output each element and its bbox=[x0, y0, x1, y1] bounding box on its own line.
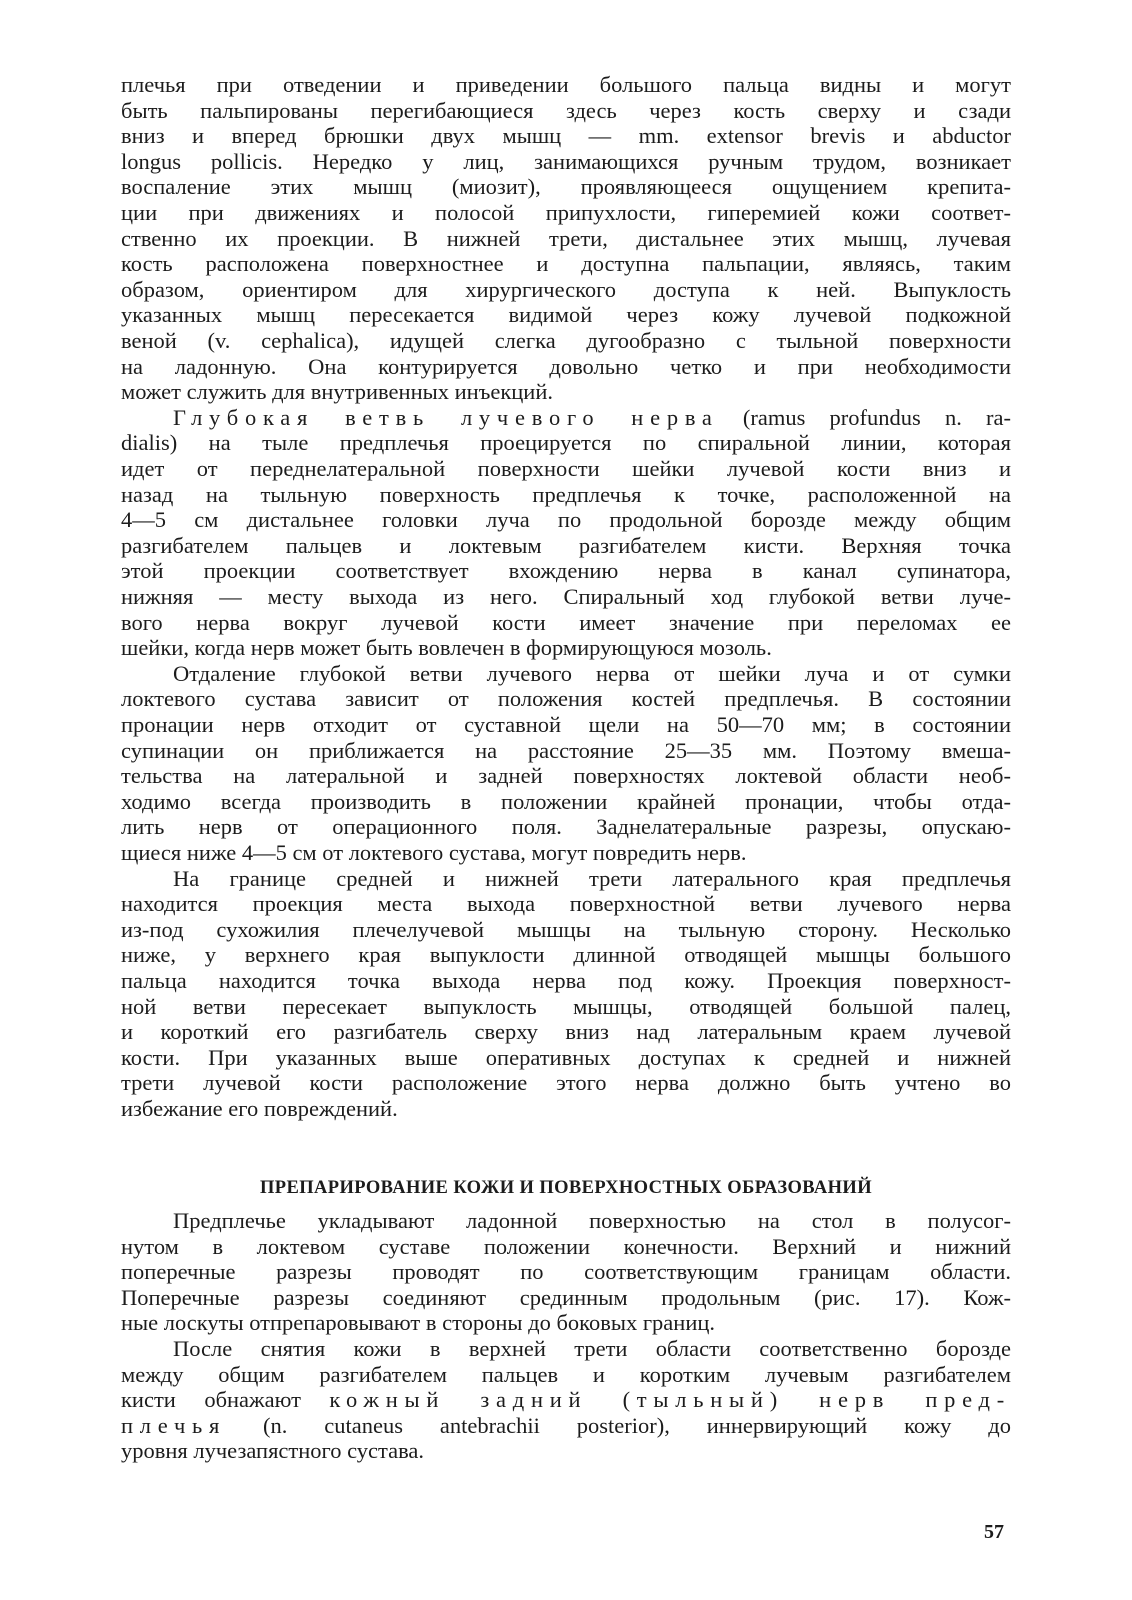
text-line: На границе средней и нижней трети латерального края предплечья bbox=[173, 865, 1011, 891]
text-line: указанных мышц пересекается видимой через кожу лучевой подкожной bbox=[121, 302, 1011, 328]
paragraph-1 bbox=[121, 72, 1011, 405]
text-line: ственно их проекции. В нижней трети, дистальнее этих мышц, лучевая bbox=[121, 225, 1011, 251]
text-line: вниз и вперед брюшки двух мышц — mm. extensor brevis и abductor bbox=[121, 123, 1011, 149]
text-line: локтевого сустава зависит от положения костей предплечья. В состоянии bbox=[121, 686, 1011, 712]
text-line: Отдаление глубокой ветви лучевого нерва от шейки луча и от сумки bbox=[173, 660, 1011, 686]
text-line: ходимо всегда производить в положении крайней пронации, чтобы отда- bbox=[121, 788, 1011, 814]
text-line: веной (v. cephalica), идущей слегка дугообразно с тыльной поверхности bbox=[121, 327, 1011, 353]
text-line: этой проекции соответствует вхождению нерва в канал супинатора, bbox=[121, 558, 1011, 584]
text-line: быть пальпированы перегибающиеся здесь через кость сверху и сзади bbox=[121, 97, 1011, 123]
text-fragment: кисти обнажают bbox=[121, 1387, 330, 1413]
text-line: идет от переднелатеральной поверхности шейки лучевой кости вниз и bbox=[121, 455, 1011, 481]
text-line: Поперечные разрезы соединяют срединным продольным (рис. 17). Кож- bbox=[121, 1284, 1011, 1310]
text-line: ной ветви пересекает выпуклость мышцы, отводящей большой палец, bbox=[121, 993, 1011, 1019]
text-line: шейки, когда нерв может быть вовлечен в формирующуюся мозоль. bbox=[121, 635, 772, 661]
text-line: образом, ориентиром для хирургического доступа к ней. Выпуклость bbox=[121, 276, 1011, 302]
text-line: вого нерва вокруг лучевой кости имеет значение при переломах ее bbox=[121, 609, 1011, 635]
paragraph-2 bbox=[121, 405, 1011, 661]
text-line: плечья при отведении и приведении большого пальца видны и могут bbox=[121, 72, 1011, 97]
text-line: назад на тыльную поверхность предплечья к точке, расположенной на bbox=[121, 481, 1011, 507]
text-line: longus pollicis. Нередко у лиц, занимающихся ручным трудом, возникает bbox=[121, 148, 1011, 174]
text-line: может служить для внутривенных инъекций. bbox=[121, 379, 553, 405]
text-line: трети лучевой кости расположение этого нерва должно быть учтено во bbox=[121, 1070, 1011, 1096]
text-line: щиеся ниже 4—5 см от локтевого сустава, могут повредить нерв. bbox=[121, 839, 747, 865]
spaced-term: Глубокая ветвь лучевого нерва bbox=[173, 404, 719, 430]
text-line: избежание его повреждений. bbox=[121, 1095, 398, 1121]
text-line: ниже, у верхнего края выпуклости длинной отводящей мышцы большого bbox=[121, 942, 1011, 968]
text-line: Предплечье укладывают ладонной поверхностью на стол в полусог- bbox=[173, 1208, 1011, 1233]
text-fragment: (n. cutaneus antebrachii posterior), иннервирующий кожу до bbox=[226, 1412, 1011, 1438]
text-line: После снятия кожи в верхней трети области соответственно борозде bbox=[173, 1336, 1011, 1361]
text-line: ные лоскуты отпрепаровывают в стороны до боковых границ. bbox=[121, 1310, 716, 1336]
text-line: пальца находится точка выхода нерва под кожу. Проекция поверхност- bbox=[121, 967, 1011, 993]
text-line: уровня лучезапястного сустава. bbox=[121, 1438, 425, 1464]
text-line: нутом в локтевом суставе положении конечности. Верхний и нижний bbox=[121, 1233, 1011, 1259]
text-line: на ладонную. Она контурируется довольно четко и при необходимости bbox=[121, 353, 1011, 379]
text-line: нижняя — месту выхода из него. Спиральный ход глубокой ветви луче- bbox=[121, 583, 1011, 609]
text-line: ции при движениях и полосой припухлости, гиперемией кожи соответ- bbox=[121, 199, 1011, 225]
section-heading: ПРЕПАРИРОВАНИЕ КОЖИ И ПОВЕРХНОСТНЫХ ОБРАЗОВАНИЙ bbox=[259, 1178, 873, 1198]
paragraph-3 bbox=[121, 661, 1011, 866]
spaced-term: плечья bbox=[121, 1412, 227, 1438]
text-line: кость расположена поверхностнее и доступна пальпации, являясь, таким bbox=[121, 251, 1011, 277]
text-line: из-под сухожилия плечелучевой мышцы на тыльную сторону. Несколько bbox=[121, 916, 1011, 942]
text-line: разгибателем пальцев и локтевым разгибателем кисти. Верхняя точка bbox=[121, 532, 1011, 558]
text-line: 4—5 см дистальнее головки луча по продольной борозде между общим bbox=[121, 507, 1011, 533]
text-line: поперечные разрезы проводят по соответствующим границам области. bbox=[121, 1259, 1011, 1285]
text-line bbox=[121, 405, 1011, 431]
text-line: и короткий его разгибатель сверху вниз над латеральным краем лучевой bbox=[121, 1019, 1011, 1045]
paragraph-4 bbox=[121, 866, 1011, 1122]
text-line: воспаление этих мышц (миозит), проявляющееся ощущением крепита- bbox=[121, 174, 1011, 200]
page-number: 57 bbox=[984, 1521, 1004, 1543]
text-line: тельства на латеральной и задней поверхностях локтевой области необ- bbox=[121, 763, 1011, 789]
text-fragment: (ramus profundus n. ra- bbox=[718, 404, 1011, 430]
text-line: кости. При указанных выше оперативных доступах к средней и нижней bbox=[121, 1044, 1011, 1070]
paragraph-5 bbox=[121, 1208, 1011, 1336]
text-line: между общим разгибателем пальцев и коротким лучевым разгибателем bbox=[121, 1361, 1011, 1387]
text-line bbox=[121, 1413, 1011, 1439]
text-line: dialis) на тыле предплечья проецируется по спиральной линии, которая bbox=[121, 430, 1011, 456]
text-line: пронации нерв отходит от суставной щели на 50—70 мм; в состоянии bbox=[121, 711, 1011, 737]
text-line: супинации он приближается на расстояние 25—35 мм. Поэтому вмеша- bbox=[121, 737, 1011, 763]
paragraph-6 bbox=[121, 1336, 1011, 1464]
text-line: находится проекция места выхода поверхностной ветви лучевого нерва bbox=[121, 891, 1011, 917]
text-line bbox=[121, 1387, 1011, 1413]
text-line: лить нерв от операционного поля. Заднелатеральные разрезы, опускаю- bbox=[121, 814, 1011, 840]
spaced-term: кожный задний (тыльный) нерв пред- bbox=[329, 1387, 1011, 1413]
